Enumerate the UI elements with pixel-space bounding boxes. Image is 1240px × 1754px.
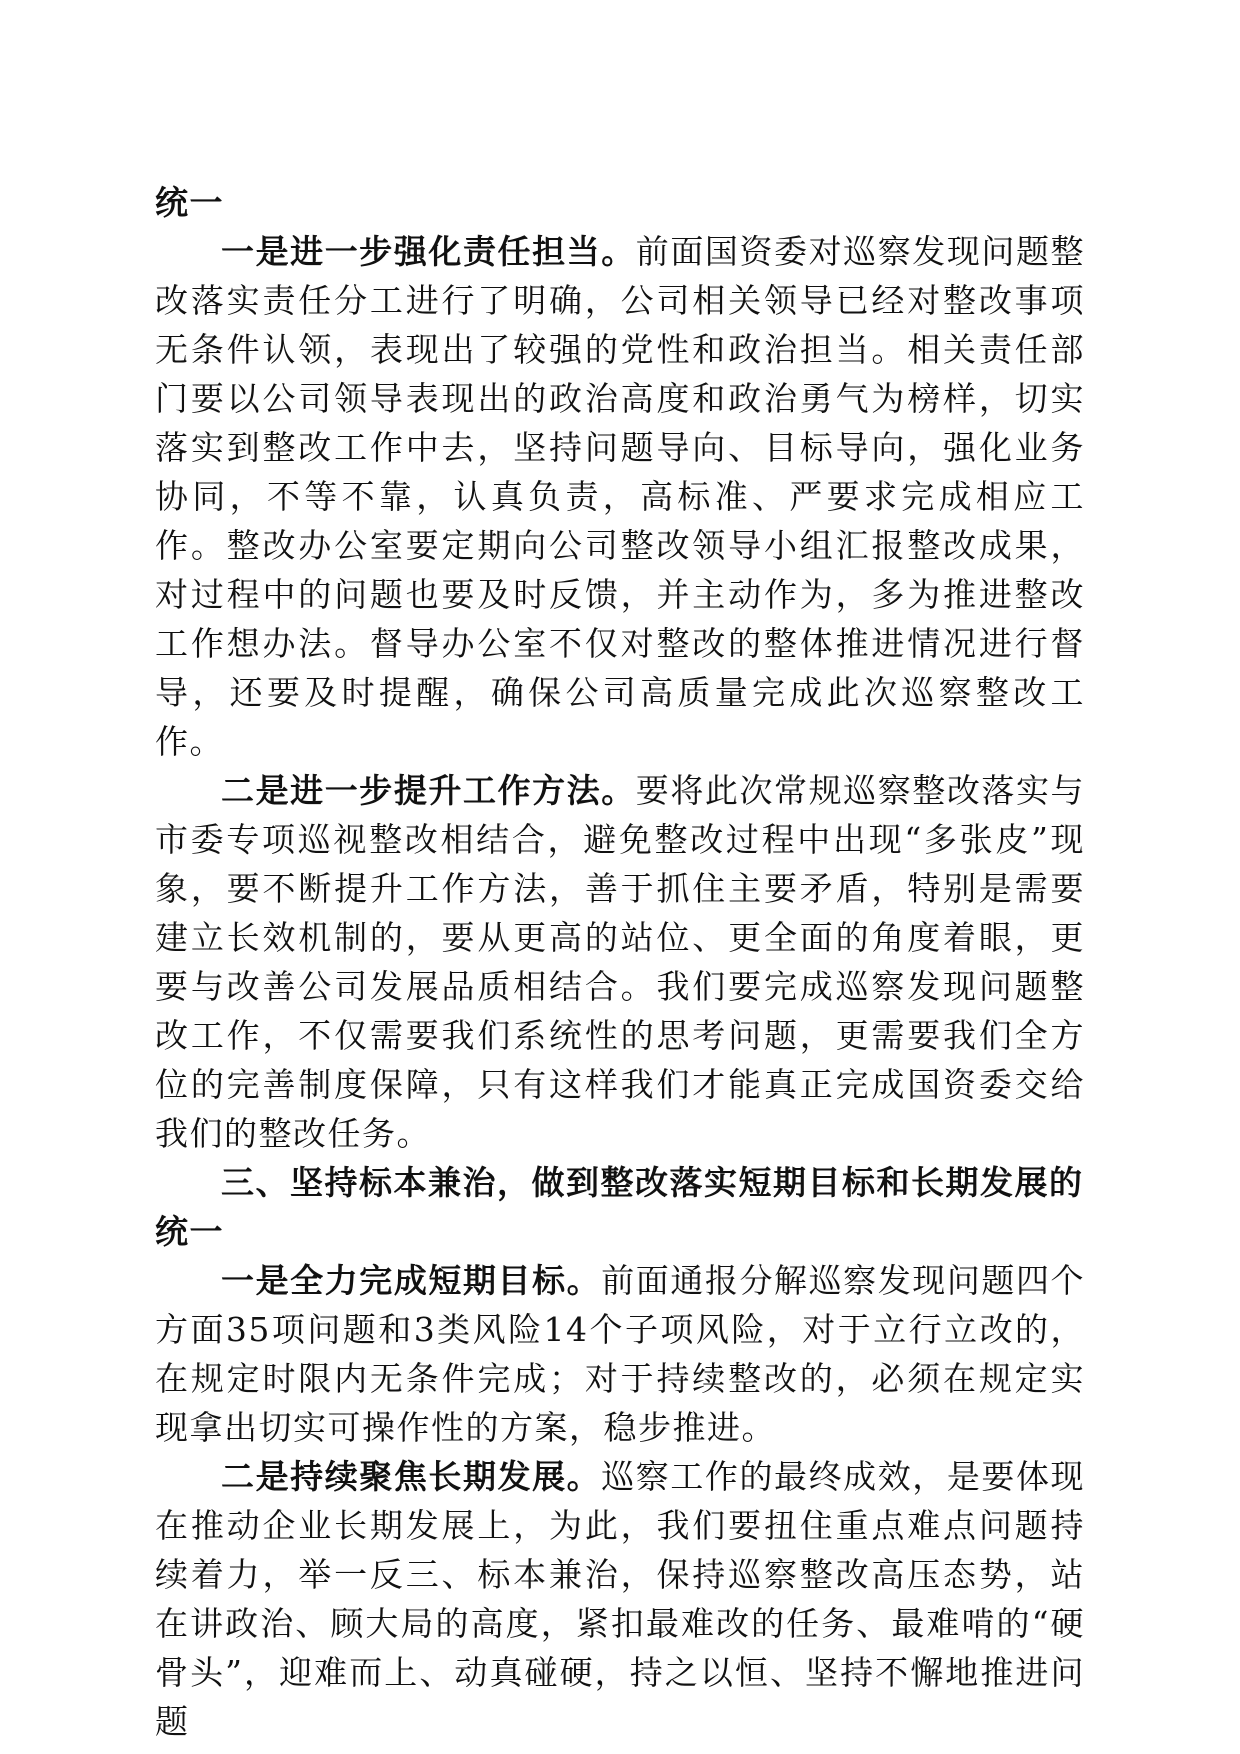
paragraph-lead: 一是进一步强化责任担当。 bbox=[221, 232, 636, 271]
paragraph-lead: 二是持续聚焦长期发展。 bbox=[221, 1457, 602, 1496]
document-body bbox=[155, 178, 1085, 1746]
paragraph-long-term bbox=[155, 1452, 1085, 1746]
paragraph-body: 要将此次常规巡察整改落实与市委专项巡视整改相结合，避免整改过程中出现“多张皮”现象，要不断提升工作方法，善于抓住主要矛盾，特别是需要建立长效机制的，要从更高的站位、更全面的角度着眼，更要与改善公司发展品质相结合。我们要完成巡察发现问题整改工作，不仅需要我们系统性的思考问题，更需要我们全方位的完善制度保障，只有这样我们才能真正完成国资委交给我们的整改任务。 bbox=[155, 771, 1085, 1153]
paragraph-body: 前面通报分解巡察发现问题四个方面35项问题和3类风险14个子项风险，对于立行立改的，在规定时限内无条件完成；对于持续整改的，必须在规定实现拿出切实可操作性的方案，稳步推进。 bbox=[155, 1261, 1085, 1447]
paragraph-lead: 二是进一步提升工作方法。 bbox=[221, 771, 636, 810]
paragraph-responsibility bbox=[155, 227, 1085, 766]
paragraph-body: 前面国资委对巡察发现问题整改落实责任分工进行了明确，公司相关领导已经对整改事项无条件认领，表现出了较强的党性和政治担当。相关责任部门要以公司领导表现出的政治高度和政治勇气为榜样，切实落实到整改工作中去，坚持问题导向、目标导向，强化业务协同，不等不靠，认真负责，高标准、严要求完成相应工作。整改办公室要定期向公司整改领导小组汇报整改成果，对过程中的问题也要及时反馈，并主动作为，多为推进整改工作想办法。督导办公室不仅对整改的整体推进情况进行督导，还要及时提醒，确保公司高质量完成此次巡察整改工作。 bbox=[155, 232, 1085, 761]
section-heading-three bbox=[155, 1158, 1085, 1207]
paragraph-lead: 一是全力完成短期目标。 bbox=[221, 1261, 602, 1300]
paragraph-body: 巡察工作的最终成效，是要体现在推动企业长期发展上，为此，我们要扭住重点难点问题持续着力，举一反三、标本兼治，保持巡察整改高压态势，站在讲政治、顾大局的高度，紧扣最难改的任务、最难啃的“硬骨头”，迎难而上、动真碰硬，持之以恒、坚持不懈地推进问题 bbox=[155, 1457, 1085, 1741]
section-heading-line: 三、坚持标本兼治，做到整改落实短期目标和长期发展的 bbox=[221, 1163, 1084, 1202]
section-heading-continuation: 统一 bbox=[155, 183, 224, 222]
paragraph-work-method bbox=[155, 766, 1085, 1158]
section-heading-three-tail: 统一 bbox=[155, 1212, 224, 1251]
paragraph-short-term bbox=[155, 1256, 1085, 1452]
